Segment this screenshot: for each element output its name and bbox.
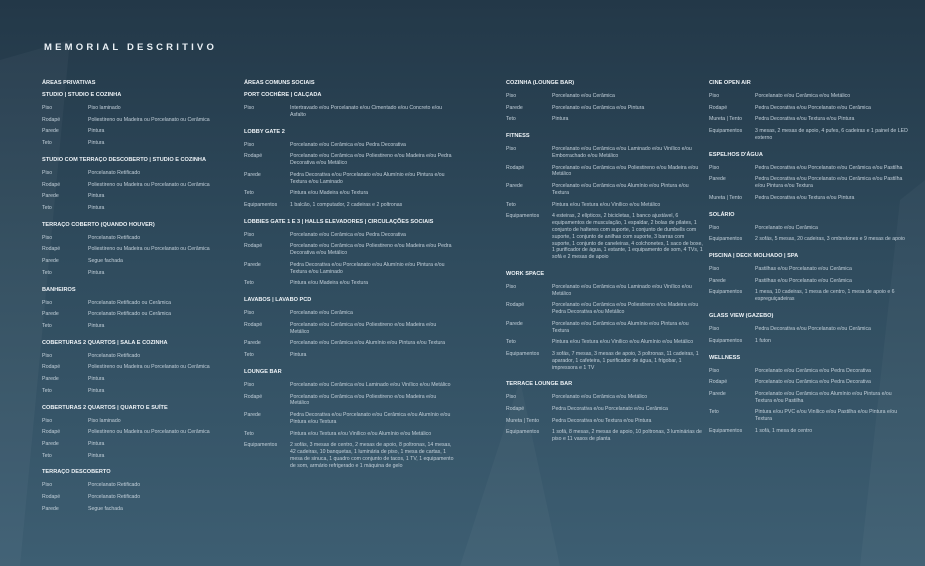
spec-label: Parede xyxy=(709,390,726,397)
spec-label: Teto xyxy=(244,190,254,197)
spec-value: Poliestireno ou Madeira ou Porcelanato ou Cerâmica xyxy=(88,181,210,188)
section-title: COZINHA (LOUNGE BAR) xyxy=(506,80,575,86)
spec-value: Pastilhas e/ou Porcelanato e/ou Cerâmica xyxy=(755,266,852,273)
spec-value: Pintura e/ou Textura e/ou Vinílico e/ou Alumínio e/ou Metálico xyxy=(290,430,432,437)
spec-value: Porcelanato e/ou Cerâmica e/ou Laminado e/ou Vinílico e/ou Metálico xyxy=(290,381,451,388)
spec-row xyxy=(506,105,704,112)
section-title: SOLÁRIO xyxy=(709,211,735,218)
spec-row xyxy=(244,442,454,469)
section-title: TERRAÇO DESCOBERTO xyxy=(42,469,111,476)
spec-label: Mureta | Tento xyxy=(709,116,742,123)
spec-label: Piso xyxy=(709,367,720,374)
spec-label: Parede xyxy=(42,311,59,318)
section-title: FITNESS xyxy=(506,133,530,140)
spec-value: Pintura e/ou PVC e/ou Vinílico e/ou Pastilha e/ou Pintura e/ou Textura xyxy=(755,409,898,423)
spec-label: Piso xyxy=(244,381,255,388)
spec-row xyxy=(709,225,909,232)
column-3 xyxy=(506,80,704,453)
spec-value: Pedra Decorativa e/ou Porcelanato e/ou Alumínio e/ou Pintura e/ou Textura e/ou Laminado xyxy=(290,261,445,275)
spec-row xyxy=(42,258,240,265)
spec-label: Mureta | Tento xyxy=(709,194,742,201)
section-title: WORK SPACE xyxy=(506,270,545,277)
spec-row xyxy=(709,116,909,123)
spec-value: Porcelanato e/ou Cerâmica e/ou Poliestireno e/ou Madeira e/ou Metálico xyxy=(290,393,437,407)
spec-row xyxy=(709,278,909,285)
spec-row xyxy=(709,428,909,435)
spec-label: Piso xyxy=(42,482,53,489)
spec-value: Porcelanato e/ou Cerâmica e/ou Poliestireno e/ou Madeira e/ou Pedra Decorativa e/ou Metálico xyxy=(290,243,452,257)
spec-label: Rodapé xyxy=(42,494,61,501)
spec-value: 4 esteiras, 2 elípticos, 2 bicicletas, 1 banco ajustável, 6 equipamentos de musculação, 1 espaldar, 2 bolas de pilates, 1 conjunto de halteres com suporte, 1 conjunto de dumbells com suporte, 1 conjunto de anilhas com suporte, 3 barras com suporte, 1 conjunto de caneleiras, 4 colchonetes, 1 saco de boxe, 1 purificador de água, 1 estante, 1 equipamento de som, 4 TVs, 1 sofá e 2 mesas de apoio xyxy=(552,213,703,261)
spec-label: Rodapé xyxy=(42,181,61,188)
spec-row xyxy=(709,326,909,333)
spec-value: 3 mesas, 2 mesas de apoio, 4 pufes, 6 cadeiras e 1 painel de LED externo xyxy=(755,128,908,141)
spec-label: Piso xyxy=(506,394,517,401)
column-4 xyxy=(709,80,909,445)
spec-row xyxy=(244,431,454,438)
spec-label: Teto xyxy=(42,140,52,147)
spec-label: Teto xyxy=(42,452,52,459)
spec-label: Rodapé xyxy=(244,153,263,160)
spec-row xyxy=(42,205,240,212)
spec-label: Parede xyxy=(42,376,59,383)
spec-value: 2 sofás, 3 mesas de centro, 2 mesas de apoio, 8 poltronas, 14 mesas, 42 cadeiras, 10 banquetas, 1 luminária de piso, 1 mesa de cartas, 1 mesa de sinuca, 1 quadro com conjunto de tacos, 1 TV, 1 equipamento de som, armário refrigerado e 1 máquina de gelo xyxy=(290,442,454,469)
spec-label: Teto xyxy=(244,430,254,437)
spec-label: Rodapé xyxy=(709,379,728,386)
column-header: ÁREAS PRIVATIVAS xyxy=(42,80,96,86)
spec-row xyxy=(42,270,240,277)
spec-row xyxy=(709,289,909,303)
spec-row xyxy=(709,391,909,405)
spec-value: Porcelanato e/ou Cerâmica e/ou Pintura xyxy=(552,104,645,111)
spec-label: Parede xyxy=(244,261,261,268)
spec-row xyxy=(506,146,704,160)
spec-value: Segue fachada xyxy=(88,505,123,512)
spec-row xyxy=(42,117,240,124)
spec-row xyxy=(244,142,454,149)
spec-label: Equipamentos xyxy=(506,213,540,220)
spec-value: Porcelanato e/ou Cerâmica e/ou Pedra Decorativa xyxy=(755,379,871,386)
spec-value: Porcelanato Retificado xyxy=(88,234,141,241)
spec-row xyxy=(709,165,909,172)
spec-label: Piso xyxy=(244,231,255,238)
section-title: CINE OPEN AIR xyxy=(709,80,751,86)
spec-label: Rodapé xyxy=(709,104,728,111)
spec-label: Equipamentos xyxy=(709,236,743,243)
spec-value: Pintura xyxy=(88,128,105,135)
spec-value: Pedra Decorativa e/ou Porcelanato e/ou Cerâmica e/ou Pastilha e/ou Pintura e/ou Textura xyxy=(755,176,903,190)
column-2 xyxy=(244,80,454,479)
spec-value: 1 sofá, 1 mesa de centro xyxy=(755,427,813,434)
spec-row xyxy=(244,340,454,347)
spec-label: Rodapé xyxy=(506,406,525,413)
spec-value: Porcelanato e/ou Cerâmica e/ou Poliestireno e/ou Madeira e/ou Metálico xyxy=(290,321,437,335)
spec-label: Parede xyxy=(709,277,726,284)
spec-label: Teto xyxy=(42,387,52,394)
spec-value: Pedra Decorativa e/ou Porcelanato e/ou Cerâmica xyxy=(755,326,871,333)
spec-row xyxy=(42,311,240,318)
spec-section xyxy=(506,80,704,123)
spec-row xyxy=(506,406,704,413)
spec-row xyxy=(244,232,454,239)
spec-label: Teto xyxy=(42,204,52,211)
spec-label: Piso xyxy=(42,417,53,424)
spec-label: Piso xyxy=(244,141,255,148)
spec-value: Porcelanato Retificado ou Cerâmica xyxy=(88,299,172,306)
spec-section xyxy=(709,355,909,435)
spec-section xyxy=(709,313,909,344)
spec-value: Poliestireno ou Madeira ou Porcelanato ou Cerâmica xyxy=(88,429,210,436)
spec-label: Parede xyxy=(42,258,59,265)
spec-label: Equipamentos xyxy=(709,427,743,434)
spec-section xyxy=(244,369,454,470)
spec-value: Poliestireno ou Madeira ou Porcelanato ou Cerâmica xyxy=(88,246,210,253)
spec-value: Pintura e/ou Madeira e/ou Textura xyxy=(290,190,369,197)
spec-label: Teto xyxy=(244,352,254,359)
spec-section xyxy=(244,129,454,209)
spec-row xyxy=(709,368,909,375)
spec-section xyxy=(506,271,704,372)
spec-value: Pastilhas e/ou Porcelanato e/ou Cerâmica xyxy=(755,277,852,284)
spec-row xyxy=(506,284,704,298)
spec-value: Porcelanato Retificado xyxy=(88,482,141,489)
spec-row xyxy=(42,441,240,448)
spec-value: Pedra Decorativa e/ou Textura e/ou Pintura xyxy=(755,116,855,123)
spec-row xyxy=(244,412,454,426)
spec-value: Pintura xyxy=(88,387,105,394)
spec-label: Piso xyxy=(709,266,720,273)
spec-value: Porcelanato e/ou Cerâmica xyxy=(755,224,818,231)
spec-row xyxy=(244,280,454,287)
spec-row xyxy=(42,364,240,371)
spec-row xyxy=(42,376,240,383)
spec-label: Parede xyxy=(42,128,59,135)
spec-label: Equipamentos xyxy=(709,289,743,296)
spec-value: Intertravado e/ou Porcelanato e/ou Cimentado e/ou Concreto e/ou Asfalto xyxy=(290,105,442,118)
spec-value: Piso laminado xyxy=(88,105,121,111)
spec-value: Pintura xyxy=(88,322,105,329)
spec-value: Porcelanato e/ou Cerâmica xyxy=(290,310,353,317)
spec-row xyxy=(709,105,909,112)
spec-value: Porcelanato e/ou Cerâmica e/ou Pedra Decorativa xyxy=(290,231,406,238)
spec-value: Pintura xyxy=(88,440,105,447)
spec-label: Parede xyxy=(506,320,523,327)
section-title: LAVABOS | LAVABO PCD xyxy=(244,297,312,304)
spec-section xyxy=(709,80,909,142)
spec-row xyxy=(244,352,454,359)
spec-label: Piso xyxy=(506,283,517,290)
spec-row xyxy=(506,116,704,123)
spec-section xyxy=(506,133,704,261)
spec-row xyxy=(42,494,240,501)
spec-value: Pintura xyxy=(290,352,307,359)
spec-label: Teto xyxy=(42,322,52,329)
spec-label: Piso xyxy=(709,224,720,231)
spec-value: Pedra Decorativa e/ou Porcelanato e/ou Cerâmica xyxy=(552,406,668,413)
spec-row xyxy=(244,202,454,209)
spec-row xyxy=(244,394,454,408)
spec-row xyxy=(42,506,240,513)
spec-value: Porcelanato e/ou Cerâmica e/ou Alumínio e/ou Pintura e/ou Textura xyxy=(552,320,689,334)
spec-label: Rodapé xyxy=(506,164,525,171)
spec-value: Pintura e/ou Textura e/ou Vinílico e/ou Alumínio e/ou Metálico xyxy=(552,339,694,346)
spec-value: Pedra Decorativa e/ou Porcelanato e/ou Cerâmica e/ou Alumínio e/ou Pintura e/ou Textura xyxy=(290,412,451,425)
section-title: TERRAÇO COBERTO (QUANDO HOUVER) xyxy=(42,221,155,228)
spec-row xyxy=(42,140,240,147)
spec-row xyxy=(709,379,909,386)
spec-value: Porcelanato e/ou Cerâmica e/ou Metálico xyxy=(755,93,851,99)
section-title: WELLNESS xyxy=(709,354,741,361)
spec-label: Piso xyxy=(709,164,720,171)
spec-label: Mureta | Tento xyxy=(506,417,539,424)
spec-value: Pedra Decorativa e/ou Textura e/ou Pintura xyxy=(755,194,855,201)
spec-value: Porcelanato e/ou Cerâmica e/ou Poliestireno e/ou Madeira e/ou Metálico xyxy=(552,164,699,178)
spec-value: 1 mesa, 10 cadeiras, 1 mesa de centro, 1 mesa de apoio e 6 espreguiçadeiras xyxy=(755,289,895,303)
spec-value: Porcelanato e/ou Cerâmica e/ou Laminado e/ou Vinílico e/ou Metálico xyxy=(552,283,692,297)
spec-row xyxy=(244,172,454,186)
spec-label: Parede xyxy=(42,505,59,512)
spec-row xyxy=(506,429,704,443)
spec-value: Porcelanato Retificado ou Cerâmica xyxy=(88,311,172,318)
spec-value: Porcelanato e/ou Cerâmica e/ou Alumínio e/ou Pintura e/ou Textura xyxy=(552,183,689,196)
spec-label: Teto xyxy=(506,201,516,208)
spec-value: Pintura xyxy=(88,204,105,211)
page-title: MEMORIAL DESCRITIVO xyxy=(44,42,218,53)
column-header: ÁREAS COMUNS SOCIAIS xyxy=(244,80,315,86)
spec-section xyxy=(244,92,454,119)
spec-label: Parede xyxy=(244,171,261,178)
spec-row xyxy=(506,351,704,371)
spec-row xyxy=(244,105,454,119)
spec-section xyxy=(506,381,704,443)
spec-label: Teto xyxy=(244,280,254,287)
spec-section xyxy=(42,222,240,277)
section-title: ESPELHOS D'ÁGUA xyxy=(709,151,763,158)
spec-label: Piso xyxy=(244,105,255,111)
spec-value: Porcelanato e/ou Cerâmica e/ou Alumínio e/ou Pintura e/ou Textura e/ou Pastilha xyxy=(755,390,892,404)
section-title: PISCINA | DECK MOLHADO | SPA xyxy=(709,253,799,260)
spec-label: Rodapé xyxy=(244,321,263,328)
spec-value: Pintura xyxy=(552,116,569,123)
section-title: PORT COCHÈRE | CALÇADA xyxy=(244,92,322,98)
section-title: BANHEIROS xyxy=(42,286,76,293)
spec-value: Pedra Decorativa e/ou Porcelanato e/ou Cerâmica xyxy=(755,104,871,111)
spec-row xyxy=(42,246,240,253)
spec-label: Rodapé xyxy=(42,246,61,253)
column-1 xyxy=(42,80,240,523)
spec-label: Piso xyxy=(709,326,720,333)
spec-value: Segue fachada xyxy=(88,258,123,265)
spec-value: Pedra Decorativa e/ou Porcelanato e/ou Alumínio e/ou Pintura e/ou Textura e/ou Laminado xyxy=(290,171,445,185)
spec-row xyxy=(506,321,704,335)
spec-label: Teto xyxy=(42,269,52,276)
spec-row xyxy=(506,418,704,425)
spec-row xyxy=(506,202,704,209)
spec-row xyxy=(709,93,909,100)
spec-row xyxy=(42,429,240,436)
spec-section xyxy=(244,297,454,359)
spec-value: 1 sofá, 8 mesas, 2 mesas de apoio, 10 poltronas, 3 luminárias de piso e 11 vasos de planta xyxy=(552,429,702,443)
spec-row xyxy=(709,128,909,142)
section-title: LOUNGE BAR xyxy=(244,368,282,375)
spec-row xyxy=(42,235,240,242)
spec-value: Porcelanato e/ou Cerâmica e/ou Pedra Decorativa xyxy=(755,367,871,374)
spec-value: Poliestireno ou Madeira ou Porcelanato ou Cerâmica xyxy=(88,364,210,371)
spec-value: Pintura xyxy=(88,269,105,276)
spec-row xyxy=(244,382,454,389)
spec-section xyxy=(709,152,909,202)
spec-value: 3 sofás, 7 mesas, 3 mesas de apoio, 3 poltronas, 11 cadeiras, 1 aparador, 1 cafeteira, 1 purificador de água, 1 frigobar, 1 impressora e 1 TV xyxy=(552,351,699,371)
spec-row xyxy=(42,453,240,460)
spec-label: Piso xyxy=(506,93,517,99)
spec-label: Equipamentos xyxy=(506,429,540,436)
spec-row xyxy=(506,339,704,346)
spec-value: Pedra Decorativa e/ou Porcelanato e/ou Cerâmica e/ou Pastilha xyxy=(755,164,903,171)
spec-row xyxy=(42,170,240,177)
spec-section xyxy=(244,219,454,287)
spec-value: Pintura xyxy=(88,140,105,147)
spec-value: Porcelanato e/ou Cerâmica xyxy=(552,93,615,99)
spec-value: Pintura xyxy=(88,193,105,200)
spec-row xyxy=(244,190,454,197)
spec-label: Piso xyxy=(506,146,517,153)
spec-value: Porcelanato e/ou Cerâmica e/ou Poliestireno e/ou Madeira e/ou Pedra Decorativa e/ou Metálico xyxy=(290,153,452,167)
spec-value: Pedra Decorativa e/ou Textura e/ou Pintura xyxy=(552,417,652,424)
spec-value: Porcelanato Retificado xyxy=(88,169,141,176)
spec-label: Rodapé xyxy=(244,393,263,400)
spec-row xyxy=(42,323,240,330)
spec-value: Porcelanato e/ou Cerâmica e/ou Laminado e/ou Vinílico e/ou Emborrachado e/ou Metálico xyxy=(552,146,692,159)
spec-label: Parede xyxy=(42,193,59,200)
spec-section xyxy=(42,287,240,330)
spec-value: Pintura xyxy=(88,452,105,459)
spec-label: Piso xyxy=(42,105,53,111)
spec-label: Piso xyxy=(42,169,53,176)
spec-label: Equipamentos xyxy=(244,201,278,208)
spec-label: Piso xyxy=(42,352,53,359)
spec-value: 1 futon xyxy=(755,337,771,344)
spec-value: Piso laminado xyxy=(88,417,121,424)
spec-value: Poliestireno ou Madeira ou Porcelanato ou Cerâmica xyxy=(88,116,210,123)
spec-label: Equipamentos xyxy=(244,442,278,449)
spec-label: Rodapé xyxy=(244,243,263,250)
spec-row xyxy=(42,300,240,307)
spec-row xyxy=(506,93,704,100)
spec-row xyxy=(244,262,454,276)
spec-row xyxy=(42,105,240,112)
spec-value: Pintura xyxy=(88,376,105,383)
spec-label: Rodapé xyxy=(42,429,61,436)
spec-label: Equipamentos xyxy=(709,337,743,344)
spec-value: Porcelanato e/ou Cerâmica e/ou Metálico xyxy=(552,394,648,401)
spec-row xyxy=(506,213,704,261)
spec-label: Parede xyxy=(506,104,523,111)
spec-section xyxy=(42,340,240,395)
spec-label: Piso xyxy=(42,234,53,241)
spec-label: Rodapé xyxy=(506,302,525,309)
spec-row xyxy=(506,302,704,316)
spec-section xyxy=(709,212,909,243)
section-title: STUDIO | STUDIO E COZINHA xyxy=(42,92,122,98)
spec-row xyxy=(42,418,240,425)
spec-section xyxy=(42,92,240,147)
spec-value: 1 balcão, 1 computador, 2 cadeiras e 2 poltronas xyxy=(290,201,403,208)
spec-label: Rodapé xyxy=(42,116,61,123)
spec-section xyxy=(42,157,240,212)
spec-label: Parede xyxy=(709,176,726,183)
spec-value: Pintura e/ou Textura e/ou Vinílico e/ou Metálico xyxy=(552,201,661,208)
section-title: TERRACE LOUNGE BAR xyxy=(506,381,573,388)
spec-label: Parede xyxy=(244,340,261,347)
section-title: LOBBY GATE 2 xyxy=(244,128,285,135)
spec-row xyxy=(42,388,240,395)
spec-row xyxy=(709,195,909,202)
spec-label: Teto xyxy=(709,409,719,416)
spec-row xyxy=(506,394,704,401)
spec-row xyxy=(506,165,704,179)
spec-label: Piso xyxy=(709,93,720,99)
section-title: LOBBIES GATE 1 E 3 | HALLS ELEVADORES | CIRCULAÇÕES SOCIAIS xyxy=(244,218,434,225)
section-title: COBERTURAS 2 QUARTOS | SALA E COZINHA xyxy=(42,339,168,346)
spec-value: Porcelanato Retificado xyxy=(88,352,141,359)
spec-section xyxy=(709,253,909,303)
spec-value: Porcelanato e/ou Cerâmica e/ou Pedra Decorativa xyxy=(290,141,406,148)
spec-row xyxy=(244,243,454,257)
spec-row xyxy=(42,193,240,200)
spec-row xyxy=(244,153,454,167)
spec-label: Piso xyxy=(42,299,53,306)
spec-row xyxy=(506,183,704,197)
spec-section xyxy=(42,405,240,460)
spec-label: Teto xyxy=(506,339,516,346)
spec-row xyxy=(244,310,454,317)
spec-value: Porcelanato e/ou Cerâmica e/ou Poliestireno e/ou Madeira e/ou Pedra Decorativa e/ou Metálico xyxy=(552,302,699,316)
spec-row xyxy=(42,182,240,189)
spec-row xyxy=(709,176,909,190)
spec-row xyxy=(42,128,240,135)
spec-row xyxy=(244,322,454,336)
spec-label: Parede xyxy=(506,183,523,190)
spec-label: Parede xyxy=(244,412,261,419)
section-title: GLASS VIEW (GAZEBO) xyxy=(709,313,774,320)
spec-section xyxy=(42,469,240,512)
spec-label: Equipamentos xyxy=(506,351,540,358)
spec-label: Parede xyxy=(42,440,59,447)
spec-row xyxy=(709,338,909,345)
spec-value: 2 sofás, 5 mesas, 20 cadeiras, 3 ombrelones e 9 mesas de apoio xyxy=(755,236,905,243)
spec-label: Rodapé xyxy=(42,364,61,371)
spec-row xyxy=(42,482,240,489)
spec-row xyxy=(709,409,909,423)
spec-label: Teto xyxy=(506,116,516,123)
spec-label: Piso xyxy=(244,310,255,317)
section-title: COBERTURAS 2 QUARTOS | QUARTO E SUÍTE xyxy=(42,404,168,411)
spec-label: Equipamentos xyxy=(709,128,743,135)
spec-row xyxy=(42,353,240,360)
spec-value: Pintura e/ou Madeira e/ou Textura xyxy=(290,280,369,287)
spec-value: Porcelanato e/ou Cerâmica e/ou Alumínio e/ou Pintura e/ou Textura xyxy=(290,340,446,347)
section-title: STUDIO COM TERRAÇO DESCOBERTO | STUDIO E COZINHA xyxy=(42,156,206,163)
spec-row xyxy=(709,266,909,273)
spec-value: Porcelanato Retificado xyxy=(88,494,141,501)
spec-row xyxy=(709,236,909,243)
